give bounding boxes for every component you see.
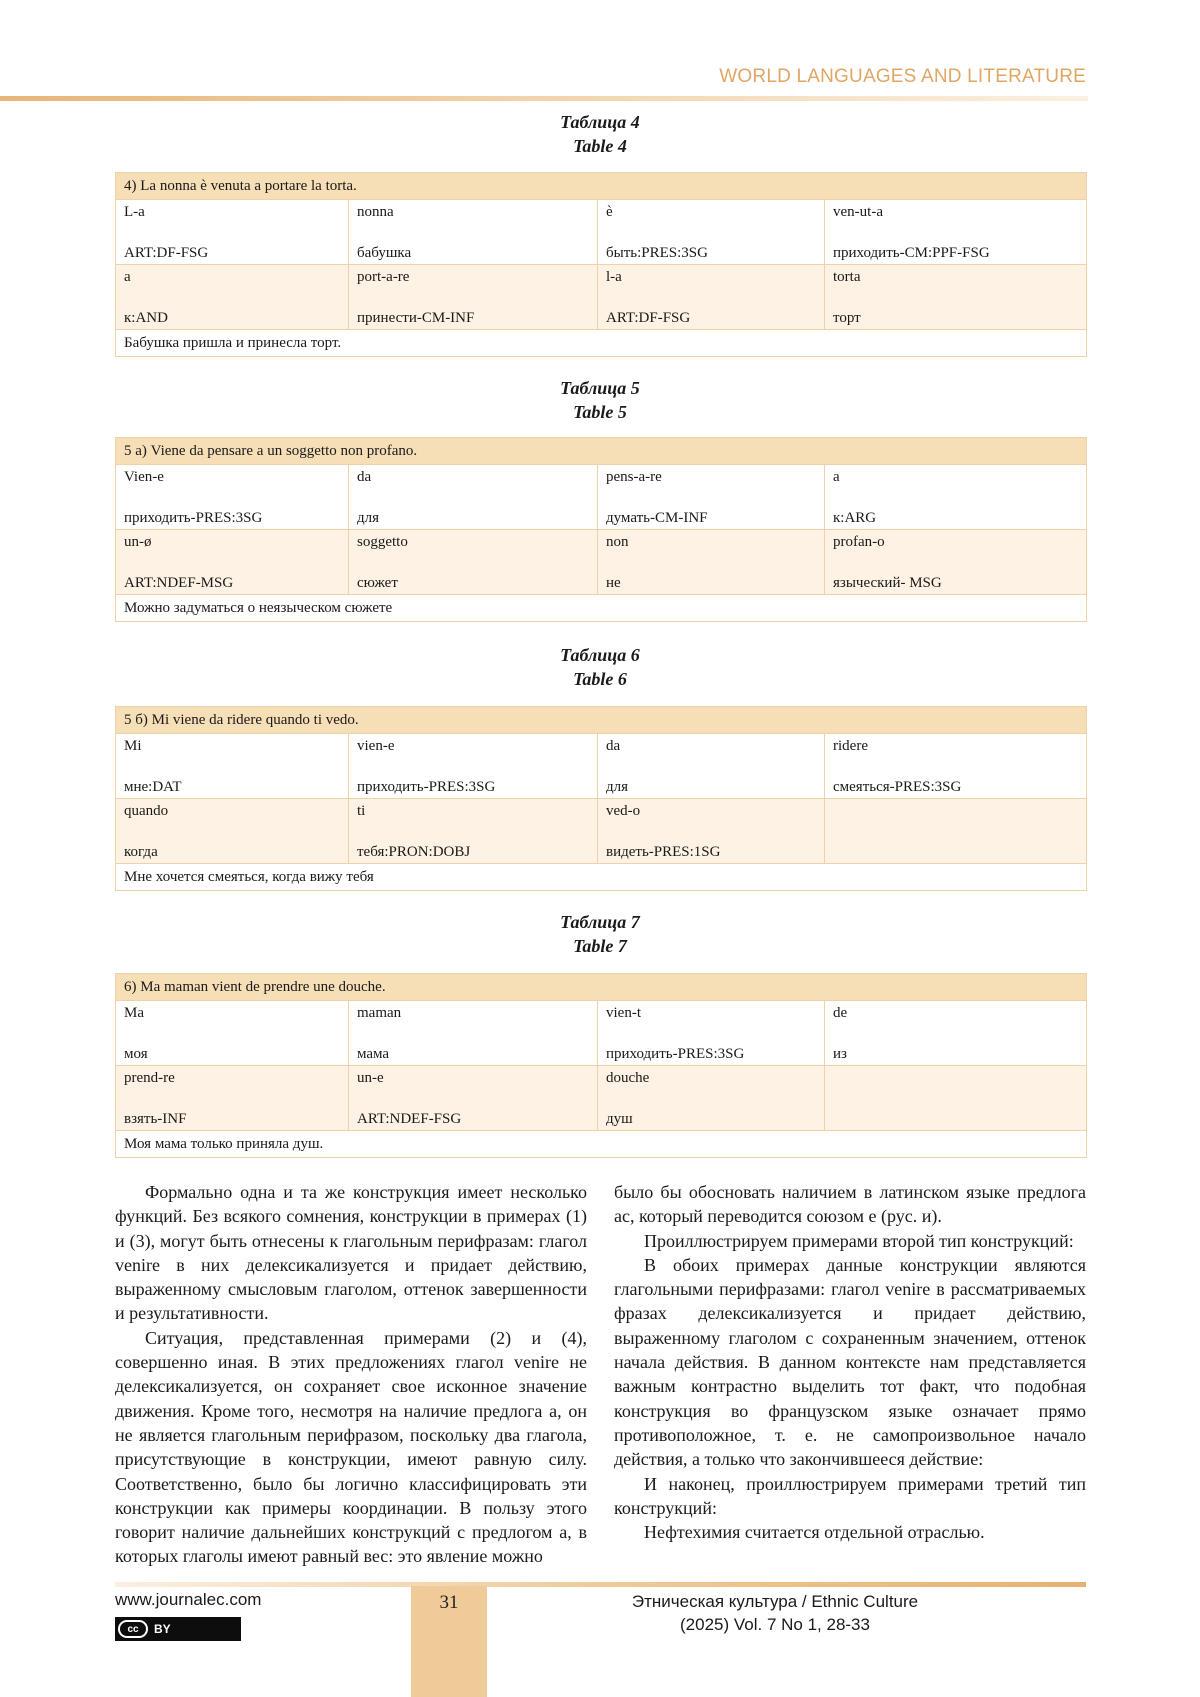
table-row xyxy=(116,799,1087,864)
gloss: мне:DAT xyxy=(124,779,182,795)
morpheme: douche xyxy=(606,1070,650,1086)
paragraph: И наконец, проиллюстрируем примерами третий тип конструкций: xyxy=(614,1473,1086,1518)
gloss: приходить-PRES:3SG xyxy=(357,779,496,795)
gloss: быть:PRES:3SG xyxy=(606,245,708,261)
morpheme: prend-re xyxy=(124,1070,175,1086)
gloss: не xyxy=(606,575,621,591)
table-translation: Моя мама только приняла душ. xyxy=(116,1131,1087,1158)
table-row xyxy=(116,530,1087,595)
morpheme: ti xyxy=(357,803,366,819)
table-row xyxy=(116,200,1087,265)
table-sentence: 4) La nonna è venuta a portare la torta. xyxy=(116,173,1087,200)
gloss: принести-CM-INF xyxy=(357,310,475,326)
paragraph: В обоих примерах данные конструкции являются глагольными перифразами: глагол venire в рассматриваемых фразах делексикализуется и придает действию, выраженному глаголом с сохраненным значением, оттенок начала действия. В данном контексте нам представляется важным контрастно выделить тот факт, что подобная конструкция во французском языке означает прямо противоположное, т. е. не самопроизвольное начало действия, а только что закончившееся действие: xyxy=(614,1254,1086,1470)
morpheme: de xyxy=(833,1005,848,1021)
gloss: видеть-PRES:1SG xyxy=(606,844,721,860)
morpheme: da xyxy=(357,469,372,485)
table-translation: Можно задуматься о неязыческом сюжете xyxy=(116,595,1087,622)
morpheme: l-a xyxy=(606,269,622,285)
caption-ru: Таблица 7 xyxy=(560,912,640,932)
gloss: из xyxy=(833,1046,847,1062)
morpheme: a xyxy=(833,469,840,485)
gloss-table xyxy=(115,437,1087,622)
gloss: мама xyxy=(357,1046,390,1062)
gloss: сюжет xyxy=(357,575,398,591)
table-translation: Бабушка пришла и принесла торт. xyxy=(116,330,1087,357)
table-row xyxy=(116,734,1087,799)
footer-journal-line: (2025) Vol. 7 No 1, 28-33 xyxy=(680,1615,870,1634)
gloss: к:ARG xyxy=(833,510,877,526)
gloss: бабушка xyxy=(357,245,412,261)
morpheme: un-ø xyxy=(124,534,152,550)
caption-en: Table 7 xyxy=(573,936,627,956)
gloss: языческий- MSG xyxy=(833,575,942,591)
caption-en: Table 4 xyxy=(573,136,627,156)
morpheme: Mi xyxy=(124,738,142,754)
morpheme: torta xyxy=(833,269,861,285)
table-row xyxy=(116,1066,1087,1131)
morpheme: Ma xyxy=(124,1005,144,1021)
paragraph: Ситуация, представленная примерами (2) и (4), совершенно иная. В этих предложениях глагол venire не делексикализуется, он сохраняет свое исконное значение движения. Кроме того, несмотря на наличие предлога а, он не является глагольным перифразом, поскольку два глагола, присутствующие в конструкции, имеют равную силу. Соответственно, было бы логично классифицировать эти конструкции как примеры координации. В пользу этого говорит наличие дальнейших конструкций с предлогом а, в которых глаголы имеют равный вес: это явление можно xyxy=(115,1327,587,1567)
morpheme: pens-a-re xyxy=(606,469,662,485)
table-row xyxy=(116,1001,1087,1066)
gloss: для xyxy=(357,510,380,526)
header-rule xyxy=(0,96,1088,101)
table-caption xyxy=(115,643,1085,691)
gloss-table xyxy=(115,172,1087,357)
morpheme: non xyxy=(606,534,629,550)
morpheme: port-a-re xyxy=(357,269,410,285)
gloss-table xyxy=(115,973,1087,1158)
gloss: ART:NDEF-MSG xyxy=(124,575,234,591)
gloss: к:AND xyxy=(124,310,168,326)
body-column-left xyxy=(115,1180,587,1569)
footer-journal-line: Этническая культура / Ethnic Culture xyxy=(631,1592,919,1611)
gloss: приходить-PRES:3SG xyxy=(124,510,263,526)
table-sentence: 5 б) Mi viene da ridere quando ti vedo. xyxy=(116,707,1087,734)
gloss: ART:DF-FSG xyxy=(124,245,209,261)
gloss: когда xyxy=(124,844,158,860)
table-row xyxy=(116,465,1087,530)
paragraph: Нефтехимия считается отдельной отраслью. xyxy=(644,1522,985,1543)
caption-ru: Таблица 6 xyxy=(560,645,640,665)
morpheme: ridere xyxy=(833,738,868,754)
morpheme: profan-o xyxy=(833,534,885,550)
morpheme: è xyxy=(606,204,613,220)
caption-ru: Таблица 4 xyxy=(560,112,640,132)
footer-rule xyxy=(115,1582,1086,1587)
table-row xyxy=(116,265,1087,330)
paragraph: Формально одна и та же конструкция имеет несколько функций. Без всякого сомнения, конструкции в примерах (1) и (3), могут быть отнесены к глагольным перифразам: глагол venire в них делексикализуется и придает действию, выраженному смысловым глаголом, оттенок завершенности и результативности. xyxy=(115,1182,587,1324)
cc-license-badge[interactable] xyxy=(115,1617,241,1641)
journal-title: WORLD LANGUAGES AND LITERATURE xyxy=(719,66,1086,87)
gloss: смеяться-PRES:3SG xyxy=(833,779,962,795)
morpheme: vien-e xyxy=(357,738,395,754)
gloss: ART:DF-FSG xyxy=(606,310,691,326)
page-number: 31 xyxy=(439,1592,459,1613)
morpheme: maman xyxy=(357,1005,402,1021)
table-sentence: 5 а) Viene da pensare a un soggetto non profano. xyxy=(116,438,1087,465)
morpheme: ven-ut-a xyxy=(833,204,883,220)
gloss: приходить-PRES:3SG xyxy=(606,1046,745,1062)
morpheme: a xyxy=(124,269,131,285)
morpheme: Vien-e xyxy=(124,469,164,485)
cc-icon: cc xyxy=(118,1620,148,1638)
caption-ru: Таблица 5 xyxy=(560,378,640,398)
table-sentence: 6) Ma maman vient de prendre une douche. xyxy=(116,974,1087,1001)
website-link[interactable]: www.journalec.com xyxy=(115,1590,262,1609)
morpheme: nonna xyxy=(357,204,394,220)
morpheme: soggetto xyxy=(357,534,408,550)
gloss: тебя:PRON:DOBJ xyxy=(357,844,471,860)
caption-en: Table 5 xyxy=(573,402,627,422)
morpheme: da xyxy=(606,738,621,754)
footer-journal-info xyxy=(575,1590,975,1636)
table-caption xyxy=(115,376,1085,424)
gloss: взять-INF xyxy=(124,1111,187,1127)
paragraph: было бы обосновать наличием в латинском языке предлога ac, который переводится союзом e (рус. и). xyxy=(614,1182,1086,1227)
gloss-table xyxy=(115,706,1087,891)
caption-en: Table 6 xyxy=(573,669,627,689)
gloss: торт xyxy=(833,310,861,326)
gloss: думать-CM-INF xyxy=(606,510,708,526)
gloss: душ xyxy=(606,1111,633,1127)
table-caption xyxy=(115,910,1085,958)
gloss: ART:NDEF-FSG xyxy=(357,1111,462,1127)
morpheme: quando xyxy=(124,803,169,819)
gloss: для xyxy=(606,779,629,795)
morpheme: L-a xyxy=(124,204,145,220)
gloss: приходить-CM:PPF-FSG xyxy=(833,245,990,261)
table-translation: Мне хочется смеяться, когда вижу тебя xyxy=(116,864,1087,891)
table-caption xyxy=(115,110,1085,158)
morpheme: un-e xyxy=(357,1070,384,1086)
morpheme: vien-t xyxy=(606,1005,641,1021)
paragraph: Проиллюстрируем примерами второй тип конструкций: xyxy=(644,1230,1074,1251)
body-column-right xyxy=(614,1180,1086,1544)
by-icon: BY xyxy=(154,1622,171,1636)
gloss: моя xyxy=(124,1046,148,1062)
morpheme: ved-o xyxy=(606,803,641,819)
